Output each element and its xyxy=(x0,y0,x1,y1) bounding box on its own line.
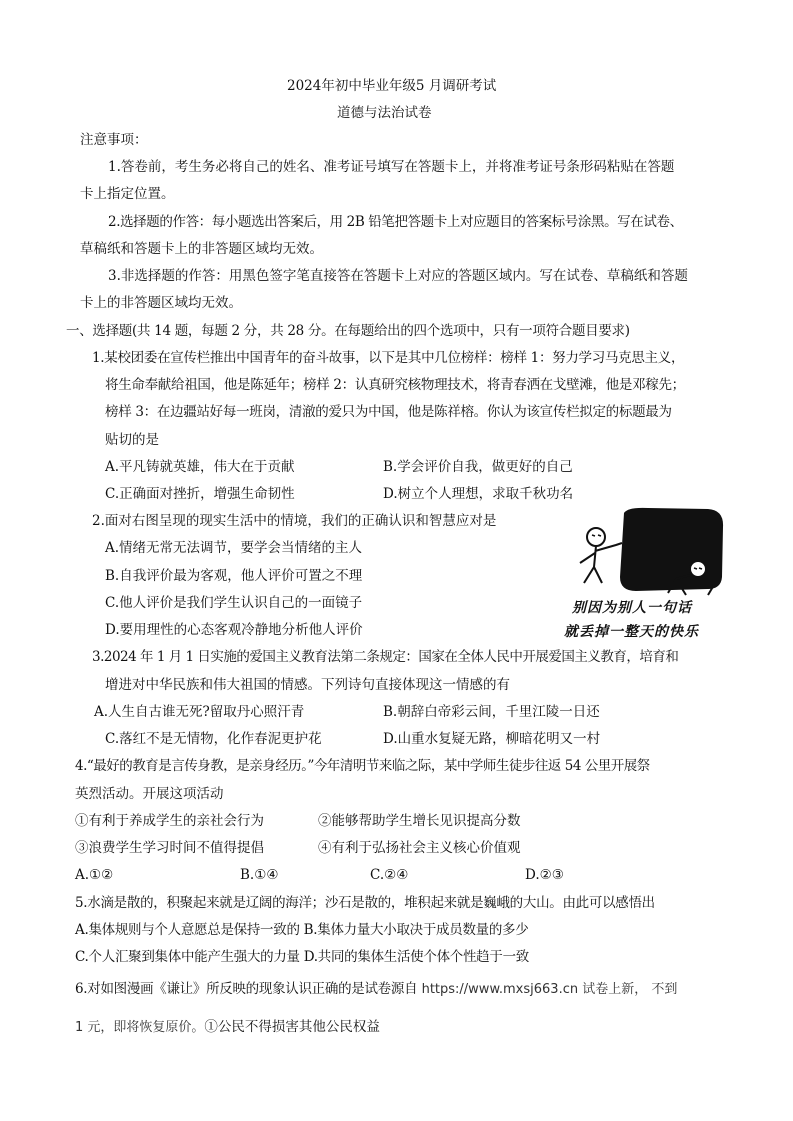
q4-option-c: C.②④ xyxy=(370,867,409,883)
q1-stem-line1: 1.某校团委在宣传栏推出中国青年的奋斗故事，以下是其中几位榜样：榜样 1：努力学习马克思主义， xyxy=(92,350,685,366)
q4-statement-2: ②能够帮助学生增长见识提高分数 xyxy=(318,813,521,829)
q1-option-b: B.学会评价自我，做更好的自己 xyxy=(383,459,573,475)
q2-option-d: D.要用理性的心态客观冷静地分析他人评价 xyxy=(105,622,363,638)
q2-option-c: C.他人评价是我们学生认识自己的一面镜子 xyxy=(105,595,363,611)
q1-stem-line3: 榜样 3：在边疆站好每一班岗，清澈的爱只为中国，他是陈祥榕。你认为该宣传栏拟定的标题最为 xyxy=(105,404,672,420)
q5-options-cd: C.个人汇聚到集体中能产生强大的力量 D.共同的集体生活使个体个性趋于一致 xyxy=(75,949,529,965)
exam-title: 2024年初中毕业年级5 月调研考试 xyxy=(287,78,497,94)
section-heading: 一、选择题(共 14 题，每题 2 分，共 28 分。在每题给出的四个选项中，只有一项符合题目要求) xyxy=(66,323,630,339)
q4-option-a: A.①② xyxy=(75,867,114,883)
q5-stem: 5.水滴是散的，积聚起来就是辽阔的海洋；沙石是散的，堆积起来就是巍峨的大山。由此可以感悟出 xyxy=(75,895,655,911)
notice-item-1: 1.答卷前，考生务必将自己的姓名、准考证号填写在答题卡上，并将准考证号条形码粘贴在答题 xyxy=(108,159,675,175)
notice-item-3: 3.非选择题的作答：用黑色签字笔直接答在答题卡上对应的答题区域内。写在试卷、草稿纸和答题 xyxy=(108,268,688,284)
q1-stem-line4: 贴切的是 xyxy=(105,432,159,448)
q6-stem-line2 xyxy=(75,1018,380,1037)
q1-option-a: A.平凡铸就英雄，伟大在于贡献 xyxy=(105,459,295,475)
cartoon-illustration xyxy=(558,505,730,643)
q3-stem-line1: 3.2024 年 1 月 1 日实施的爱国主义教育法第二条规定：国家在全体人民中开展爱国主义教育，培育和 xyxy=(92,649,679,665)
q2-stem: 2.面对右图呈现的现实生活中的情境，我们的正确认识和智慧应对是 xyxy=(92,513,497,529)
exam-subtitle: 道德与法治试卷 xyxy=(337,105,432,121)
q2-option-b: B.自我评价最为客观，他人评价可置之不理 xyxy=(105,568,363,584)
q4-statement-3: ③浪费学生学习时间不值得提倡 xyxy=(75,840,264,856)
q3-stem-line2: 增进对中华民族和伟大祖国的情感。下列诗句直接体现这一情感的有 xyxy=(105,677,510,693)
notice-item-1-cont: 卡上指定位置。 xyxy=(80,186,175,202)
q4-stem-line1: 4.“最好的教育是言传身教，是亲身经历。”今年清明节来临之际，某中学师生徒步往返 54 公里开展祭 xyxy=(75,758,650,774)
q4-option-b: B.①④ xyxy=(240,867,279,883)
q4-stem-line2: 英烈活动。开展这项活动 xyxy=(75,786,224,802)
q3-option-a: A.人生自古谁无死?留取丹心照汗青 xyxy=(94,704,305,720)
notice-item-3-cont: 卡上的非答题区域均无效。 xyxy=(80,295,242,311)
q6-stem xyxy=(75,980,677,999)
cartoon-caption-line2: 就丢掉一整天的快乐 xyxy=(564,624,699,640)
q6-statement-1: ①公民不得损害其他公民权益 xyxy=(204,1019,380,1035)
q2-option-a: A.情绪无常无法调节，要学会当情绪的主人 xyxy=(105,540,363,556)
cartoon-caption-line1: 别因为别人一句话 xyxy=(572,600,692,616)
notice-item-2-cont: 草稿纸和答题卡上的非答题区域均无效。 xyxy=(80,241,323,257)
q6-price-note: 1 元，即将恢复原价。 xyxy=(75,1020,205,1035)
q6-stem-text: 6.对如图漫画《谦让》所反映的现象认识正确的是试卷源自 xyxy=(75,981,418,997)
q5-options-ab: A.集体规则与个人意愿总是保持一致的 B.集体力量大小取决于成员数量的多少 xyxy=(75,922,529,938)
q4-statement-1: ①有利于养成学生的亲社会行为 xyxy=(75,813,264,829)
q3-option-c: C.落红不是无情物，化作春泥更护花 xyxy=(105,731,322,747)
source-link[interactable]: https://www.mxsj663.cn 试卷上新， 不到 xyxy=(421,982,678,997)
q4-option-d: D.②③ xyxy=(525,867,564,883)
q1-option-c: C.正确面对挫折，增强生命韧性 xyxy=(105,486,295,502)
notice-heading: 注意事项： xyxy=(80,132,148,148)
notice-item-2: 2.选择题的作答：每小题选出答案后，用 2B 铅笔把答题卡上对应题目的答案标号涂黑。写在试卷、 xyxy=(108,214,683,230)
q1-stem-line2: 将生命奉献给祖国，他是陈延年；榜样 2：认真研究核物理技术，将青春洒在戈壁滩，他是邓稼先； xyxy=(105,377,685,393)
q3-option-b: B.朝辞白帝彩云间，千里江陵一日还 xyxy=(383,704,600,720)
q1-option-d: D.树立个人理想，求取千秋功名 xyxy=(383,486,574,502)
q3-option-d: D.山重水复疑无路，柳暗花明又一村 xyxy=(383,731,601,747)
q4-statement-4: ④有利于弘扬社会主义核心价值观 xyxy=(318,840,521,856)
